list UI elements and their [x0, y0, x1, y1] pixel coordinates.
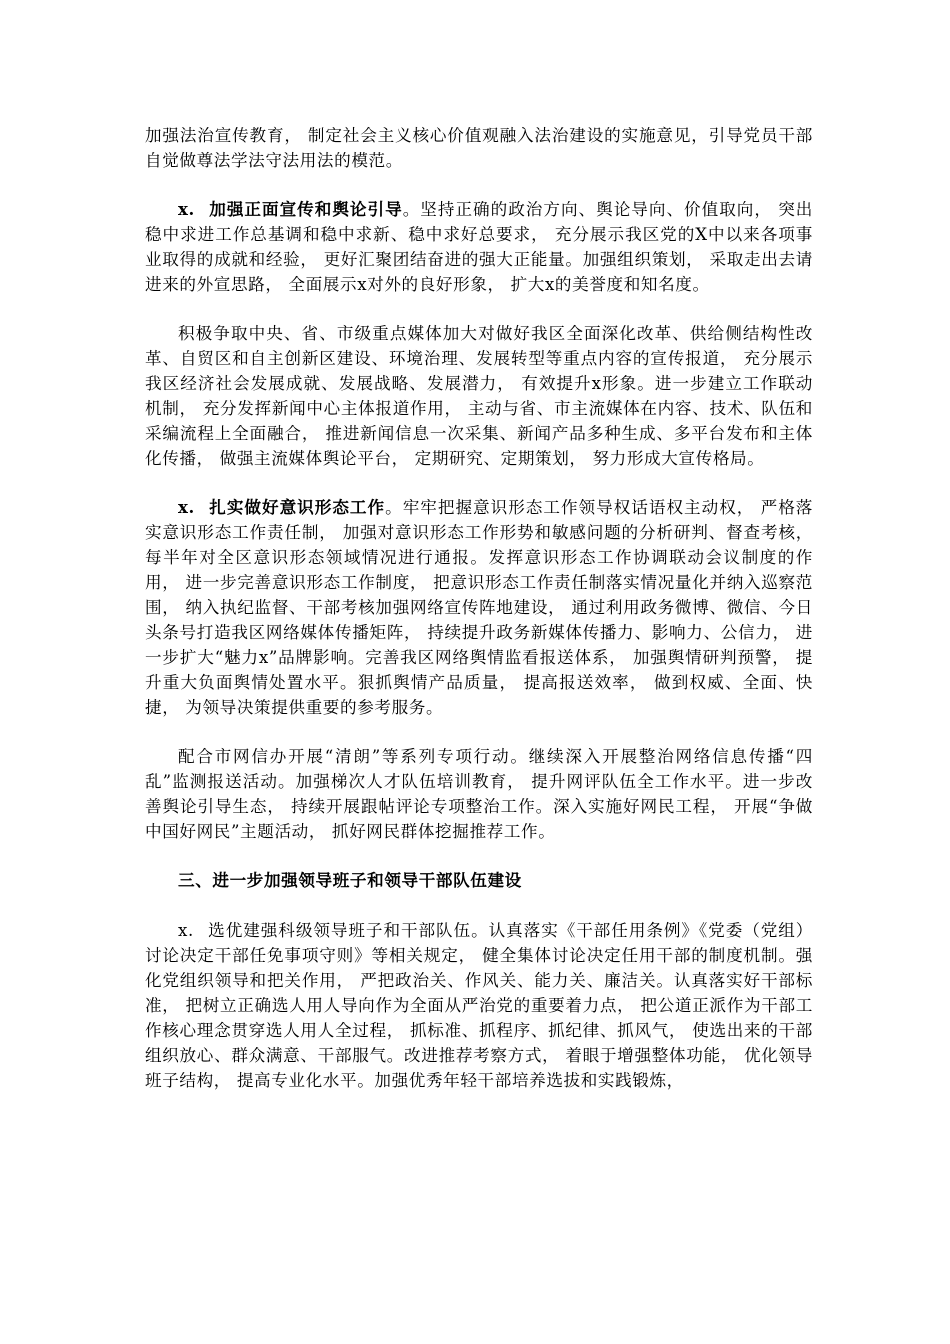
item-number: x. [178, 921, 194, 940]
paragraph-text: 。坚持正确的政治方向、舆论导向、价值取向， 突出稳中求进工作总基调和稳中求新、稳中求好总要求， 充分展示我区党的X中以来各项事业取得的成就和经验， 更好汇聚团结奋进的强大正能量。加强组织策划， 采取走出去请进来的外宣思路， 全面展示x对外的良好形象， 扩大x的美誉度和知名度。 [145, 200, 813, 294]
paragraph-ideology-work [145, 495, 813, 720]
paragraph-qinglang-campaign [145, 744, 813, 844]
section-heading: 三、进一步加强领导班子和领导干部队伍建设 [178, 871, 522, 890]
paragraph-cadre-selection [145, 918, 813, 1093]
document-page [145, 123, 813, 1117]
paragraph-positive-publicity [145, 197, 813, 297]
item-number: x. [178, 199, 195, 219]
paragraph-media-coverage [145, 321, 813, 471]
item-lead-title: 加强正面宣传和舆论引导 [208, 200, 403, 219]
paragraph-rule-of-law [145, 123, 813, 173]
item-lead-title: 扎实做好意识形态工作 [208, 498, 386, 517]
paragraph-text: 加强法治宣传教育， 制定社会主义核心价值观融入法治建设的实施意见，引导党员干部自觉做尊法学法守法用法的模范。 [145, 126, 813, 170]
paragraph-text: 。牢牢把握意识形态工作领导权话语权主动权， 严格落实意识形态工作责任制， 加强对意识形态工作形势和敏感问题的分析研判、督查考核， 每半年对全区意识形态领域情况进行通报。发挥意识形态工作协调联动会议制度的作用， 进一步完善意识形态工作制度， 把意识形态工作责任制落实情况量化并纳入巡察范围， 纳入执纪监督、干部考核加强网络宣传阵地建设， 通过利用政务微博、微信、今日头条号打造我区网络媒体传播矩阵， 持续提升政务新媒体传播力、影响力、公信力， 进一步扩大“魅力x”品牌影响。完善我区网络舆情监看报送体系， 加强舆情研判预警， 提升重大负面舆情处置水平。狠抓舆情产品质量， 提高报送效率， 做到权威、全面、快捷， 为领导决策提供重要的参考服务。 [145, 498, 813, 717]
item-number: x. [178, 497, 195, 517]
paragraph-text: 配合市网信办开展“清朗”等系列专项行动。继续深入开展整治网络信息传播“四乱”监测报送活动。加强梯次人才队伍培训教育， 提升网评队伍全工作水平。进一步改善舆论引导生态， 持续开展跟帖评论专项整治工作。深入实施好网民工程， 开展“争做中国好网民”主题活动， 抓好网民群体挖掘推荐工作。 [145, 747, 813, 841]
paragraph-text: 积极争取中央、省、市级重点媒体加大对做好我区全面深化改革、供给侧结构性改革、自贸区和自主创新区建设、环境治理、发展转型等重点内容的宣传报道， 充分展示我区经济社会发展成就、发展战略、发展潜力， 有效提升x形象。进一步建立工作联动机制， 充分发挥新闻中心主体报道作用， 主动与省、市主流媒体在内容、技术、队伍和采编流程上全面融合， 推进新闻信息一次采集、新闻产品多种生成、多平台发布和主体化传播， 做强主流媒体舆论平台， 定期研究、定期策划， 努力形成大宣传格局。 [145, 324, 813, 468]
paragraph-text: 选优建强科级领导班子和干部队伍。认真落实《干部任用条例》《党委（党组）讨论决定干部任免事项守则》等相关规定， 健全集体讨论决定任用干部的制度机制。强化党组织领导和把关作用， 严把政治关、作风关、能力关、廉洁关。认真落实好干部标准， 把树立正确选人用人导向作为全面从严治党的重要着力点， 把公道正派作为干部工作核心理念贯穿选人用人全过程， 抓标准、抓程序、抓纪律、抓风气， 使选出来的干部组织放心、群众满意、干部服气。改进推荐考察方式， 着眼于增强整体功能， 优化领导班子结构， 提高专业化水平。加强优秀年轻干部培养选拔和实践锻炼， [145, 921, 813, 1090]
